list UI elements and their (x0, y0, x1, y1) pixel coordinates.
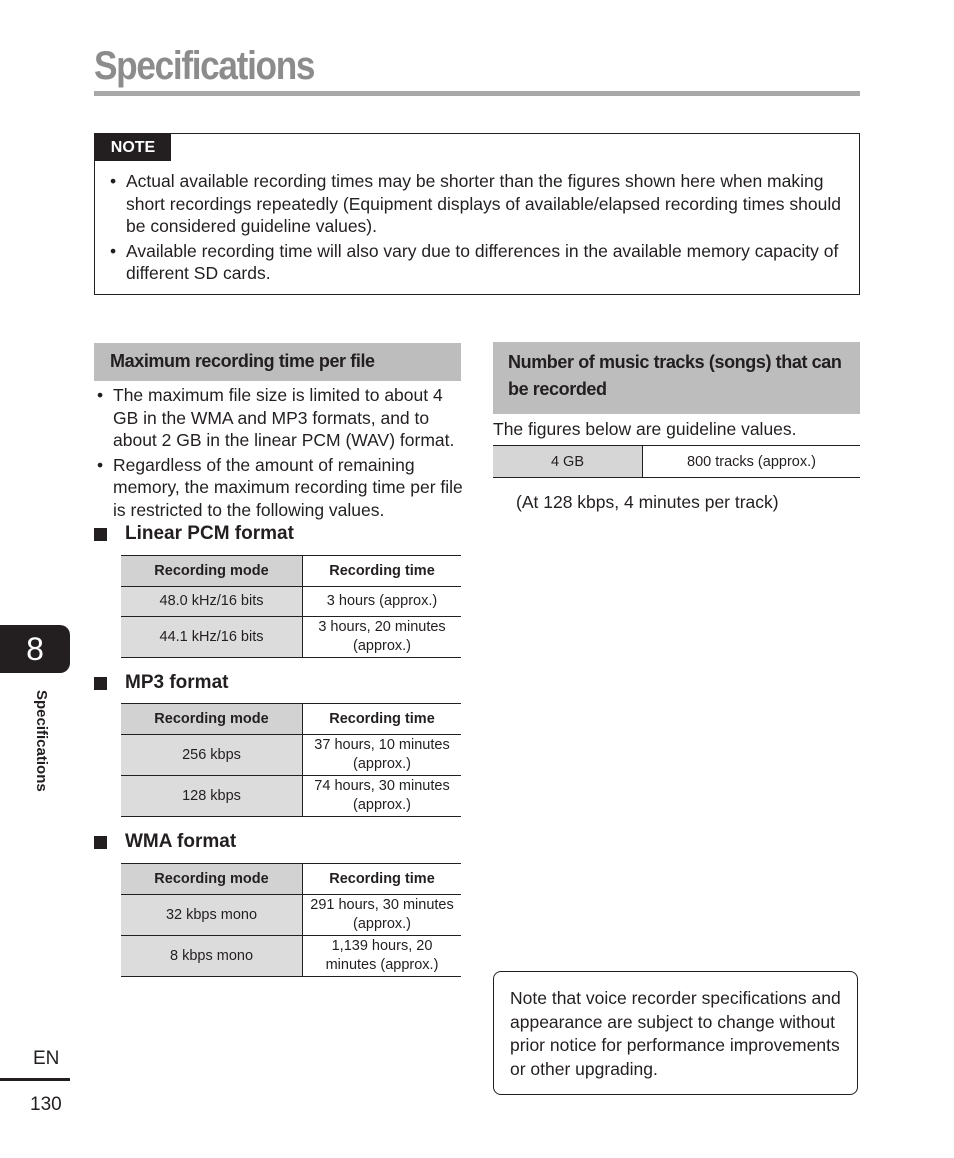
table-row (121, 895, 461, 936)
tracks-footnote: (At 128 kbps, 4 minutes per track) (516, 492, 779, 512)
pcm-heading-text: Linear PCM format (125, 523, 294, 544)
mode-cell: 8 kbps mono (121, 936, 303, 977)
note-box (94, 133, 860, 295)
max-time-heading: Maximum recording time per file (94, 343, 461, 381)
col-header-time: Recording time (303, 704, 462, 735)
mode-cell: 48.0 kHz/16 bits (121, 587, 303, 617)
language-rule (0, 1078, 70, 1081)
disclaimer-box: Note that voice recorder specifications and appearance are subject to change without prior notice for performance improvements or other upgrading. (493, 971, 858, 1095)
note-tag: NOTE (95, 134, 171, 161)
tracks-heading: Number of music tracks (songs) that can be recorded (493, 342, 860, 414)
mp3-table (121, 703, 461, 817)
max-time-item: • The maximum file size is limited to about 4 GB in the WMA and MP3 formats, and to about 2 GB in the linear PCM (WAV) format. (94, 384, 464, 452)
table-row (121, 735, 461, 776)
mode-cell: 256 kbps (121, 735, 303, 776)
page-title: Specifications (94, 44, 315, 88)
note-item: • Available recording time will also vary due to differences in the available memory capacity of different SD cards. (107, 240, 842, 285)
wma-heading-text: WMA format (125, 831, 237, 852)
table-row (121, 936, 461, 977)
max-time-item: • Regardless of the amount of remaining memory, the maximum recording time per file is restricted to the following values. (94, 454, 464, 522)
mp3-heading-text: MP3 format (125, 672, 229, 693)
note-item: • Actual available recording times may be shorter than the figures shown here when making short recordings repeatedly (Equipment displays of available/elapsed recording times should be considered guideline values). (107, 170, 842, 238)
col-header-mode: Recording mode (121, 704, 303, 735)
time-cell: 3 hours, 20 minutes (approx.) (303, 617, 462, 658)
tracks-intro: The figures below are guideline values. (493, 419, 797, 439)
col-header-mode: Recording mode (121, 864, 303, 895)
time-cell: 1,139 hours, 20 minutes (approx.) (303, 936, 462, 977)
page-number: 130 (30, 1094, 62, 1115)
wma-heading (94, 830, 236, 854)
wma-table (121, 863, 461, 977)
mode-cell: 44.1 kHz/16 bits (121, 617, 303, 658)
pcm-heading (94, 522, 294, 546)
col-header-time: Recording time (303, 556, 462, 587)
tracks-table (493, 445, 860, 478)
square-bullet-icon (94, 677, 107, 690)
time-cell: 37 hours, 10 minutes (approx.) (303, 735, 462, 776)
table-row (121, 617, 461, 658)
table-row (121, 776, 461, 817)
mp3-heading (94, 671, 228, 695)
track-count-cell: 800 tracks (approx.) (643, 446, 861, 478)
capacity-cell: 4 GB (493, 446, 643, 478)
table-row (493, 446, 860, 478)
pcm-table (121, 555, 461, 658)
note-list (107, 170, 842, 287)
time-cell: 74 hours, 30 minutes (approx.) (303, 776, 462, 817)
col-header-time: Recording time (303, 864, 462, 895)
max-time-list (94, 384, 464, 523)
chapter-label: Specifications (33, 690, 50, 792)
mode-cell: 32 kbps mono (121, 895, 303, 936)
table-row (121, 587, 461, 617)
time-cell: 3 hours (approx.) (303, 587, 462, 617)
square-bullet-icon (94, 528, 107, 541)
title-rule (94, 91, 860, 96)
col-header-mode: Recording mode (121, 556, 303, 587)
language-label: EN (33, 1048, 60, 1069)
chapter-tab: 8 (0, 625, 70, 673)
mode-cell: 128 kbps (121, 776, 303, 817)
time-cell: 291 hours, 30 minutes (approx.) (303, 895, 462, 936)
square-bullet-icon (94, 836, 107, 849)
